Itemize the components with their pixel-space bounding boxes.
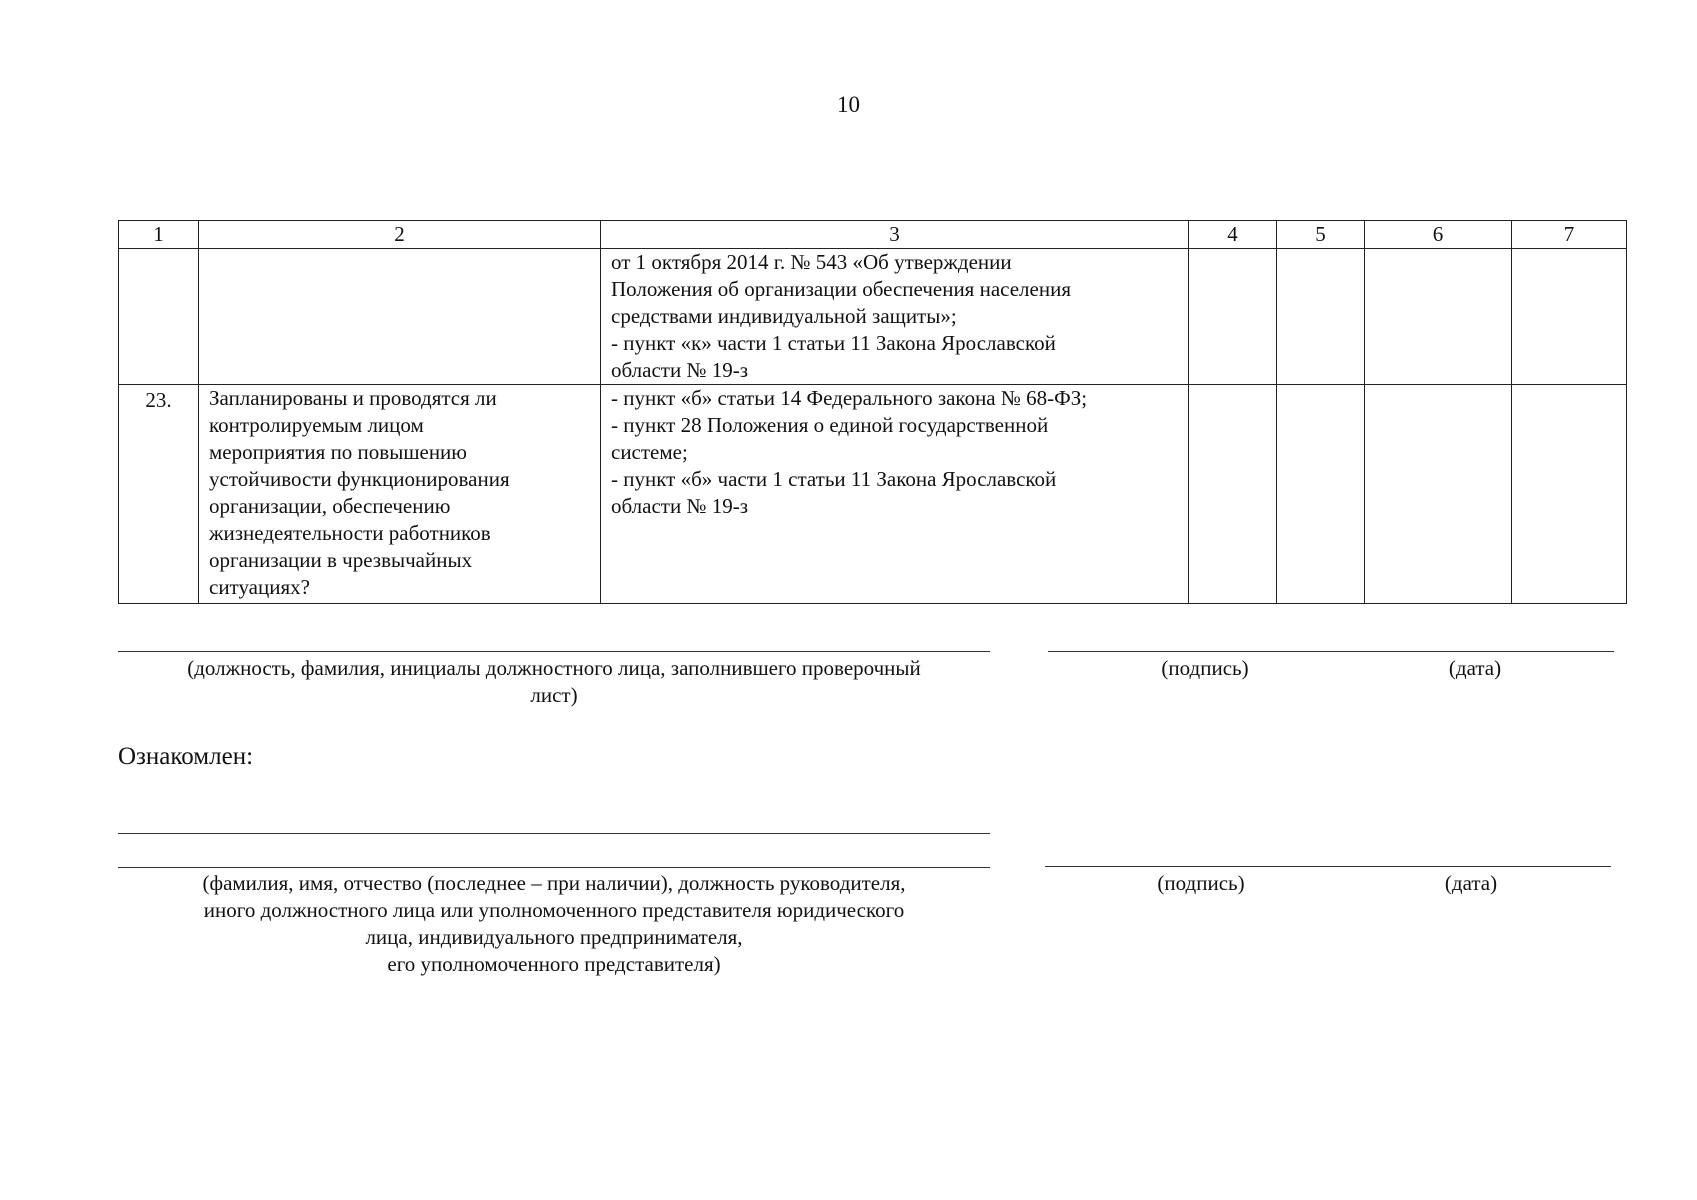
column-header: 7: [1512, 221, 1627, 249]
question-line: мероприятия по повышению: [209, 440, 467, 464]
date-label: (дата): [1444, 871, 1498, 895]
table-header-row: [119, 221, 1627, 249]
table-row: [119, 385, 1627, 604]
requirements-line: - пункт 28 Положения о единой государственной: [611, 413, 1049, 437]
caption-line: иного должностного лица или уполномоченного представителя юридического: [203, 898, 905, 922]
column-header: 1: [119, 221, 199, 249]
answer-cell-5[interactable]: [1277, 249, 1365, 385]
familiarized-label: Ознакомлен:: [118, 743, 254, 770]
answer-cell-4[interactable]: [1189, 249, 1277, 385]
familiarized-name-line-2[interactable]: [118, 867, 990, 868]
row-number-cell: [119, 249, 199, 385]
question-cell: [199, 385, 601, 604]
column-header: 6: [1365, 221, 1512, 249]
table-row: [119, 249, 1627, 385]
signature-label: (подпись): [1157, 871, 1245, 895]
requirements-line: - пункт «б» части 1 статьи 11 Закона Ярославской: [611, 467, 1057, 491]
requirements-line: - пункт «к» части 1 статьи 11 Закона Ярославской: [611, 331, 1056, 355]
caption-line: (должность, фамилия, инициалы должностного лица, заполнившего проверочный: [187, 656, 921, 680]
question-line: Запланированы и проводятся ли: [209, 386, 497, 410]
requirements-line: - пункт «б» статьи 14 Федерального закона № 68-ФЗ;: [611, 386, 1088, 410]
official-name-line[interactable]: [118, 651, 990, 652]
requirements-cell: [601, 249, 1189, 385]
requirements-line: Положения об организации обеспечения населения: [611, 277, 1071, 301]
signature-label: (подпись): [1161, 656, 1249, 680]
checklist-table: [118, 220, 1627, 604]
caption-line: (фамилия, имя, отчество (последнее – при наличии), должность руководителя,: [202, 871, 906, 895]
question-line: ситуациях?: [209, 575, 310, 599]
column-header: 2: [199, 221, 601, 249]
row-number-cell: 23.: [119, 385, 199, 604]
column-header: 3: [601, 221, 1189, 249]
caption-line: его уполномоченного представителя): [387, 952, 721, 976]
requirements-line: области № 19-з: [611, 494, 749, 518]
requirements-line: области № 19-з: [611, 358, 749, 382]
question-cell: [199, 249, 601, 385]
requirements-line: средствами индивидуальной защиты»;: [611, 304, 957, 328]
answer-cell-7[interactable]: [1512, 249, 1627, 385]
requirements-line: системе;: [611, 440, 688, 464]
question-line: жизнедеятельности работников: [209, 521, 491, 545]
column-header: 5: [1277, 221, 1365, 249]
familiarized-name-line[interactable]: [118, 833, 990, 834]
caption-line: лица, индивидуального предпринимателя,: [365, 925, 743, 949]
requirements-line: от 1 октября 2014 г. № 543 «Об утверждении: [611, 250, 1012, 274]
caption-line: лист): [530, 683, 578, 707]
question-line: организации, обеспечению: [209, 494, 451, 518]
requirements-cell: [601, 385, 1189, 604]
signature-date-line[interactable]: [1048, 651, 1614, 652]
answer-cell-5[interactable]: [1277, 385, 1365, 604]
date-label: (дата): [1448, 656, 1502, 680]
familiarized-caption: [118, 870, 990, 978]
question-line: устойчивости функционирования: [209, 467, 510, 491]
column-header: 4: [1189, 221, 1277, 249]
answer-cell-7[interactable]: [1512, 385, 1627, 604]
official-name-caption: [118, 655, 990, 709]
answer-cell-6[interactable]: [1365, 249, 1512, 385]
question-line: контролируемым лицом: [209, 413, 424, 437]
answer-cell-6[interactable]: [1365, 385, 1512, 604]
answer-cell-4[interactable]: [1189, 385, 1277, 604]
question-line: организации в чрезвычайных: [209, 548, 473, 572]
signature-date-line[interactable]: [1045, 866, 1611, 867]
page-number: 10: [837, 92, 860, 117]
